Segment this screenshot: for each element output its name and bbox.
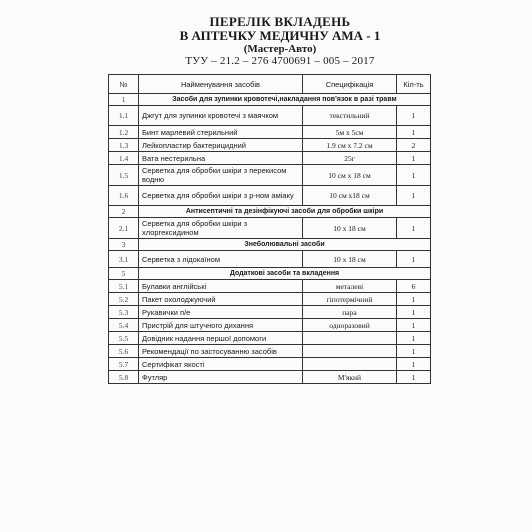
doc-subtitle: В АПТЕЧКУ МЕДИЧНУ АМА - 1 [179,28,381,43]
item-spec [303,358,397,371]
table-row [109,251,431,268]
item-number: 5.6 [109,345,139,358]
item-qty: 1 [397,186,431,206]
table-row [109,306,431,319]
table-row [109,280,431,293]
table-header-row [109,75,431,94]
table-row [109,358,431,371]
table-row [109,152,431,165]
item-number: 1.3 [109,139,139,152]
item-number: 5.2 [109,293,139,306]
section-title: Засоби для зупинки кровотечі,накладання пов'язок в разі травм [139,94,431,106]
item-qty: 1 [397,251,431,268]
section-row [109,268,431,280]
table-row [109,332,431,345]
item-number: 5.7 [109,358,139,371]
item-name: Сертифікат якості [139,358,303,371]
item-number: 2.1 [109,218,139,239]
item-number: 1.1 [109,106,139,126]
item-spec: металеві [303,280,397,293]
item-name: Довідник надання першої допомоги [139,332,303,345]
item-name: Пристрій для штучного дихання [139,319,303,332]
item-spec: пара [303,306,397,319]
item-qty: 2 [397,139,431,152]
item-number: 1.5 [109,165,139,186]
item-spec [303,345,397,358]
item-name: Вата нестерильна [139,152,303,165]
item-name: Джгут для зупинки кровотечі з маячком [139,106,303,126]
doc-manufacturer: (Мастер-Авто) [243,43,317,55]
item-name: Лейкопластир бактерицидний [139,139,303,152]
item-qty: 1 [397,371,431,384]
item-spec [303,332,397,345]
table-row [109,186,431,206]
item-spec: 10 см х 18 см [303,165,397,186]
section-title: Додаткові засоби та вкладення [139,268,431,280]
item-number: 3.1 [109,251,139,268]
section-row [109,239,431,251]
item-name: Булавки англійські [139,280,303,293]
item-name: Бинт марлевий стерильний [139,126,303,139]
item-name: Серветка з лідокаїном [139,251,303,268]
section-number: 5 [109,268,139,280]
item-name: Пакет охолоджуючий [139,293,303,306]
item-number: 1.4 [109,152,139,165]
section-row [109,94,431,106]
item-name: Рукавички п/е [139,306,303,319]
item-spec: текстильний [303,106,397,126]
section-number: 2 [109,206,139,218]
item-number: 5.4 [109,319,139,332]
doc-standard-code: ТУУ – 21.2 – 276 4700691 – 005 – 2017 [185,55,375,67]
table-row [109,126,431,139]
section-number: 1 [109,94,139,106]
item-spec: 1.9 см х 7.2 см [303,139,397,152]
item-spec: 10 см х18 см [303,186,397,206]
header-num: № [109,75,139,94]
item-qty: 1 [397,165,431,186]
table-row [109,165,431,186]
item-name: Серветка для обробки шкіри з р-ном аміаку [139,186,303,206]
item-spec: 10 х 18 см [303,251,397,268]
item-name: Рекомендації по застосуванню засобів [139,345,303,358]
item-number: 5.5 [109,332,139,345]
item-qty: 1 [397,358,431,371]
section-title: Антисептичні та дезінфікуючі засоби для обробки шкіри [139,206,431,218]
section-row [109,206,431,218]
header-spec: Специфікація [303,75,397,94]
item-qty: 6 [397,280,431,293]
item-name: Футляр [139,371,303,384]
item-number: 5.3 [109,306,139,319]
table-row [109,139,431,152]
item-spec: 5м х 5см [303,126,397,139]
item-qty: 1 [397,345,431,358]
table-row [109,218,431,239]
item-qty: 1 [397,332,431,345]
item-qty: 1 [397,106,431,126]
table-row [109,319,431,332]
item-spec: 10 х 18 см [303,218,397,239]
item-number: 5.1 [109,280,139,293]
doc-title: ПЕРЕЛІК ВКЛАДЕНЬ [209,14,351,29]
contents-table-body [109,75,431,384]
item-qty: 1 [397,306,431,319]
item-qty: 1 [397,126,431,139]
contents-table [108,74,431,384]
item-spec: гіпотермічний [303,293,397,306]
item-spec: одноразовий [303,319,397,332]
item-qty: 1 [397,319,431,332]
section-number: 3 [109,239,139,251]
item-spec: 25г [303,152,397,165]
table-row [109,371,431,384]
item-name: Серветка для обробки шкіри з перекисом водню [139,165,303,186]
table-row [109,293,431,306]
header-qty: Кіл-ть [397,75,431,94]
item-name: Серветка для обробки шкіри з хлоргексидином [139,218,303,239]
item-number: 5.8 [109,371,139,384]
table-row [109,345,431,358]
item-qty: 1 [397,152,431,165]
section-title: Знеболювальні засоби [139,239,431,251]
table-row [109,106,431,126]
item-number: 1.2 [109,126,139,139]
item-spec: М'який [303,371,397,384]
item-qty: 1 [397,218,431,239]
header-name: Найменування засобів [139,75,303,94]
item-qty: 1 [397,293,431,306]
item-number: 1.6 [109,186,139,206]
